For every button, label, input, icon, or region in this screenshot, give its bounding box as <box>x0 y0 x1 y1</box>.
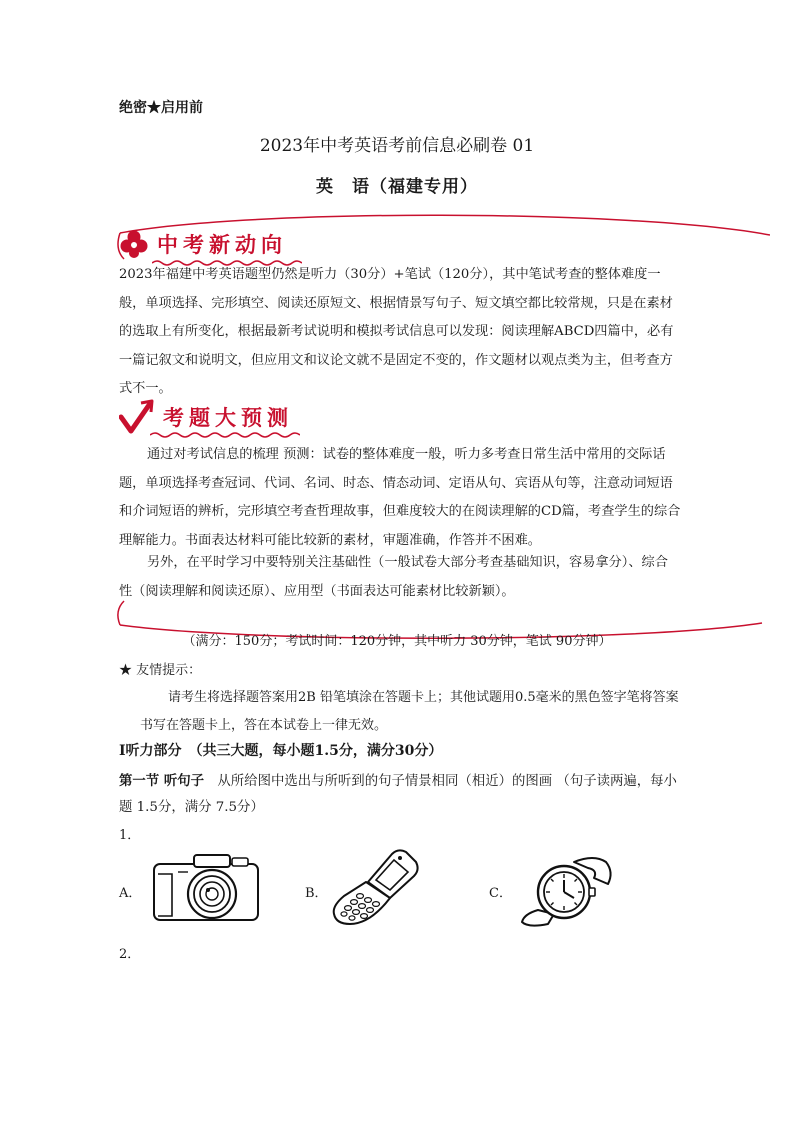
option-b-letter: B． <box>305 886 328 901</box>
predictions-paragraph-2: 另外，在平时学习中要特别关注基础性（一般试卷大部分考查基础知识，容易拿分）、综合性（阅读理解和阅读还原）、应用型（书面表达可能素材比较新颖）。 <box>119 555 668 599</box>
confidential-label: 绝密★启用前 <box>119 100 203 116</box>
section-description: 从所给图中选出与所听到的句子情景相同（相近）的图画 （句子读两遍，每小题 1.5分，满分 7.5分） <box>119 774 677 815</box>
clover-icon <box>119 229 149 259</box>
tips-body: 请考生将选择题答案用2B 铅笔填涂在答题卡上；其他试题用0.5毫米的黑色签字笔将答案书写在答题卡上，答在本试卷上一律无效。 <box>140 690 679 733</box>
listening-section-1 <box>119 768 679 821</box>
question-2-number: 2． <box>119 947 141 962</box>
new-trends-heading-text: 中考新动向 <box>157 233 287 257</box>
tips-title: ★ 友情提示： <box>119 663 202 678</box>
wavy-underline <box>150 431 300 439</box>
listening-part-title: I听力部分 （共三大题，每小题1.5分，满分30分） <box>119 743 443 759</box>
page-title: 2023年中考英语考前信息必刷卷 01 <box>259 136 535 156</box>
new-trends-text: 2023年福建中考英语题型仍然是听力（30分）+笔试（120分），其中笔试考查的整体难度一般，单项选择、完形填空、阅读还原短文、根据情景写句子、短文填空都比较常规，只是在素材的选取上有所变化，根据最新考试说明和模拟考试信息可以发现：阅读理解ABCD四篇中，必有一篇记叙文和说明文，但应用文和议论文就不是固定不变的，作文题材以观点类为主，但考查方式不一。 <box>119 267 674 396</box>
option-c-letter: C． <box>489 886 512 901</box>
predictions-heading-text: 考题大预测 <box>163 406 293 430</box>
question-1-number: 1． <box>119 828 141 843</box>
section-label: 第一节 听句子 <box>119 773 205 789</box>
wristwatch-icon <box>518 852 616 928</box>
exam-info: （满分：150分；考试时间：120分钟，其中听力 30分钟，笔试 90分钟） <box>182 634 612 649</box>
page-subtitle: 英 语（福建专用） <box>316 177 478 197</box>
option-a-letter: A． <box>119 886 142 901</box>
new-trends-heading <box>119 224 287 264</box>
predictions-paragraph-1: 通过对考试信息的梳理 预测：试卷的整体难度一般，听力多考查日常生活中常用的交际话题，单项选择考查冠词、代词、名词、时态、情态动词、定语从句、宾语从句等，注意动词短语和介词短语的辨析，完形填空考查哲理故事，但难度较大的在阅读理解的CD篇，考查学生的综合理解能力。书面表达材料可能比较新的素材，审题准确，作答并不困难。 <box>119 447 681 548</box>
flip-phone-icon <box>330 848 422 928</box>
camera-icon <box>150 852 262 924</box>
